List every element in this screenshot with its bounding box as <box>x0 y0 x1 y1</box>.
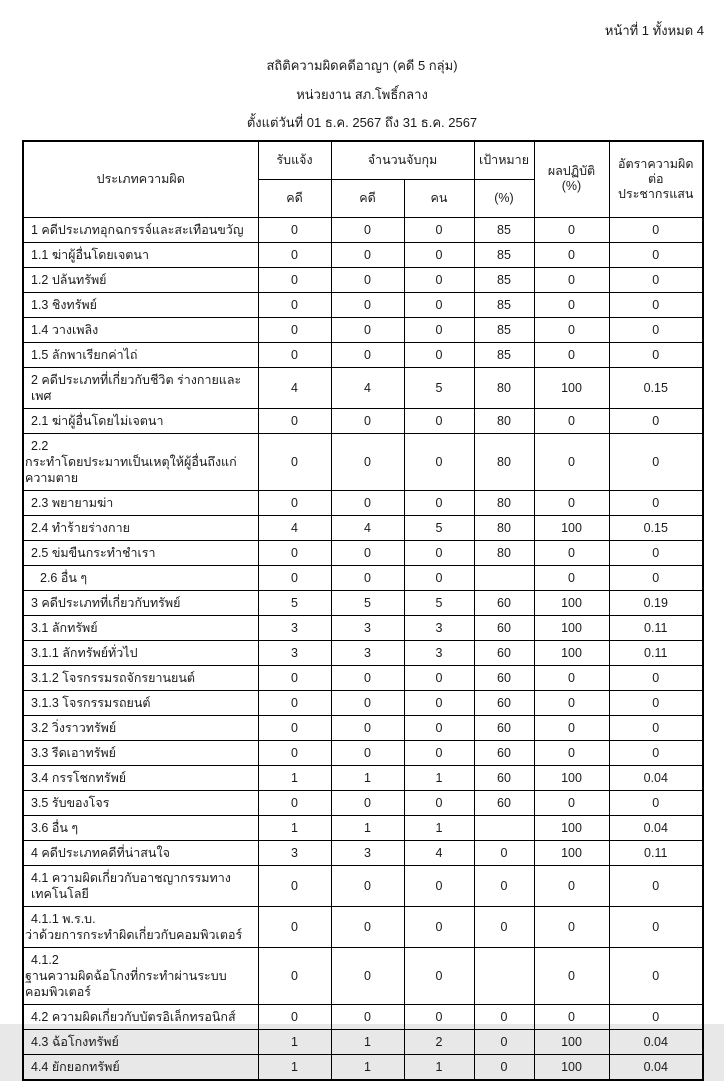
value-cell: 0 <box>534 242 609 267</box>
value-cell: 80 <box>474 367 534 408</box>
table-row <box>23 433 703 490</box>
value-cell: 0 <box>404 865 474 906</box>
page-number: หน้าที่ 1 ทั้งหมด 4 <box>604 23 704 38</box>
value-cell: 0 <box>258 690 331 715</box>
offense-label-cell <box>23 790 258 815</box>
value-cell: 100 <box>534 640 609 665</box>
offense-label-cell <box>23 865 258 906</box>
offense-label-cell <box>23 665 258 690</box>
value-cell: 0 <box>534 408 609 433</box>
value-cell: 0 <box>258 906 331 947</box>
col-header-rate <box>609 141 703 217</box>
offense-label-text: 2.6 อื่น ๆ <box>40 570 88 585</box>
value-cell: 0 <box>404 906 474 947</box>
table-header <box>23 141 703 217</box>
value-cell: 0 <box>534 267 609 292</box>
value-cell: 85 <box>474 292 534 317</box>
value-cell: 0 <box>534 540 609 565</box>
offense-label-text-line2: กระทำโดยประมาทเป็นเหตุให้ผู้อื่นถึงแก่ความตาย <box>25 454 237 485</box>
offense-label-cell <box>23 615 258 640</box>
col-subheader-arrest-cases: คดี <box>331 179 404 217</box>
value-cell: 4 <box>258 367 331 408</box>
value-cell: 0 <box>331 242 404 267</box>
value-cell: 3 <box>331 615 404 640</box>
value-cell: 0 <box>609 740 703 765</box>
offense-label-cell <box>23 540 258 565</box>
value-cell: 80 <box>474 408 534 433</box>
value-cell: 0 <box>474 1029 534 1054</box>
value-cell: 5 <box>404 590 474 615</box>
offense-label-text: 4.2 ความผิดเกี่ยวกับบัตรอิเล็กทรอนิกส์ <box>31 1009 236 1024</box>
document-date-range: ตั้งแต่วันที่ 01 ธ.ค. 2567 ถึง 31 ธ.ค. 2567 <box>246 115 478 130</box>
table-row <box>23 367 703 408</box>
value-cell: 0 <box>331 540 404 565</box>
table-row <box>23 715 703 740</box>
offense-label-cell <box>23 1054 258 1080</box>
value-cell: 0 <box>609 267 703 292</box>
offense-label-cell <box>23 640 258 665</box>
value-cell: 100 <box>534 765 609 790</box>
table-row <box>23 1054 703 1080</box>
offense-label-text: 3.1 ลักทรัพย์ <box>31 620 98 635</box>
offense-label-cell <box>23 1029 258 1054</box>
value-cell: 100 <box>534 1029 609 1054</box>
table-row <box>23 490 703 515</box>
value-cell: 0 <box>258 665 331 690</box>
value-cell: 0 <box>609 1004 703 1029</box>
table-row <box>23 292 703 317</box>
value-cell: 80 <box>474 515 534 540</box>
value-cell: 0 <box>404 408 474 433</box>
value-cell: 0 <box>258 740 331 765</box>
table-row <box>23 242 703 267</box>
value-cell: 0 <box>331 665 404 690</box>
value-cell: 85 <box>474 317 534 342</box>
value-cell: 0 <box>258 242 331 267</box>
offense-label-cell <box>23 317 258 342</box>
value-cell: 0 <box>534 433 609 490</box>
value-cell: 0 <box>331 1004 404 1029</box>
value-cell: 0 <box>609 317 703 342</box>
value-cell: 0 <box>404 267 474 292</box>
table-row <box>23 740 703 765</box>
value-cell: 0 <box>534 865 609 906</box>
value-cell: 0 <box>331 740 404 765</box>
value-cell: 0 <box>331 292 404 317</box>
value-cell: 0 <box>609 906 703 947</box>
value-cell: 5 <box>258 590 331 615</box>
offense-label-text: 1.1 ฆ่าผู้อื่นโดยเจตนา <box>31 247 149 262</box>
value-cell: 60 <box>474 615 534 640</box>
value-cell: 100 <box>534 815 609 840</box>
table-row <box>23 790 703 815</box>
value-cell: 1 <box>258 1029 331 1054</box>
value-cell: 100 <box>534 840 609 865</box>
table-row <box>23 640 703 665</box>
value-cell: 0 <box>534 565 609 590</box>
value-cell: 0 <box>258 790 331 815</box>
value-cell: 0 <box>404 1004 474 1029</box>
value-cell: 0 <box>609 865 703 906</box>
value-cell: 0 <box>609 565 703 590</box>
table-row <box>23 267 703 292</box>
value-cell: 60 <box>474 765 534 790</box>
value-cell: 0 <box>404 292 474 317</box>
value-cell: 0 <box>258 565 331 590</box>
offense-label-text: 3.4 กรรโชกทรัพย์ <box>31 770 127 785</box>
value-cell: 3 <box>331 640 404 665</box>
header-row-1 <box>23 141 703 179</box>
value-cell: 4 <box>331 515 404 540</box>
value-cell: 0 <box>534 292 609 317</box>
value-cell: 0 <box>331 408 404 433</box>
value-cell: 0 <box>331 433 404 490</box>
value-cell: 4 <box>331 367 404 408</box>
value-cell: 0 <box>258 540 331 565</box>
value-cell: 0.15 <box>609 367 703 408</box>
offense-label-cell <box>23 590 258 615</box>
value-cell: 0.19 <box>609 590 703 615</box>
value-cell: 0 <box>609 217 703 242</box>
value-cell: 0 <box>534 665 609 690</box>
value-cell: 0 <box>258 408 331 433</box>
value-cell: 0 <box>404 490 474 515</box>
col-header-rate-line2: ประชากรแสน <box>618 186 694 201</box>
offense-label-cell <box>23 690 258 715</box>
table-row <box>23 690 703 715</box>
value-cell: 0 <box>474 906 534 947</box>
value-cell <box>474 815 534 840</box>
col-header-rate-line1: อัตราความผิดต่อ <box>618 156 694 186</box>
offense-label-text: 3.1.1 ลักทรัพย์ทั่วไป <box>31 645 138 660</box>
value-cell: 0 <box>609 342 703 367</box>
col-header-performance: ผลปฏิบัติ (%) <box>534 141 609 217</box>
value-cell: 0 <box>258 267 331 292</box>
value-cell: 1 <box>404 815 474 840</box>
offense-label-text: 3.5 รับของโจร <box>31 795 110 810</box>
value-cell <box>474 947 534 1004</box>
table-row <box>23 947 703 1004</box>
offense-label-cell <box>23 906 258 947</box>
value-cell: 0 <box>534 690 609 715</box>
offense-label-cell <box>23 217 258 242</box>
value-cell: 0 <box>404 342 474 367</box>
document-title: สถิติความผิดคดีอาญา (คดี 5 กลุ่ม) <box>266 58 458 73</box>
value-cell: 0 <box>609 665 703 690</box>
value-cell: 0 <box>404 665 474 690</box>
document-unit: หน่วยงาน สภ.โพธิ์กลาง <box>296 87 428 102</box>
value-cell: 0 <box>534 715 609 740</box>
offense-label-cell <box>23 947 258 1004</box>
value-cell: 60 <box>474 665 534 690</box>
col-header-offense-type: ประเภทความผิด <box>23 141 258 217</box>
value-cell: 0 <box>404 947 474 1004</box>
offense-label-text: 1.2 ปล้นทรัพย์ <box>31 272 107 287</box>
value-cell: 0 <box>404 433 474 490</box>
offense-label-text: 4.3 ฉ้อโกงทรัพย์ <box>31 1034 119 1049</box>
value-cell: 0 <box>258 947 331 1004</box>
value-cell: 60 <box>474 715 534 740</box>
value-cell: 0 <box>609 690 703 715</box>
value-cell: 0 <box>331 267 404 292</box>
offense-label-cell <box>23 840 258 865</box>
offense-statistics-table <box>22 140 704 1081</box>
offense-label-text: 4.1.2 <box>31 952 59 967</box>
value-cell: 0 <box>258 217 331 242</box>
value-cell: 0.04 <box>609 815 703 840</box>
col-subheader-reported-cases: คดี <box>258 179 331 217</box>
value-cell: 3 <box>404 615 474 640</box>
offense-label-text: 2.1 ฆ่าผู้อื่นโดยไม่เจตนา <box>31 413 164 428</box>
value-cell: 0 <box>404 317 474 342</box>
value-cell: 0 <box>331 906 404 947</box>
value-cell: 60 <box>474 690 534 715</box>
offense-label-cell <box>23 765 258 790</box>
offense-label-cell <box>23 408 258 433</box>
value-cell: 1 <box>258 1054 331 1080</box>
value-cell: 0 <box>404 790 474 815</box>
value-cell: 1 <box>258 765 331 790</box>
table-row <box>23 540 703 565</box>
offense-label-cell <box>23 367 258 408</box>
value-cell: 100 <box>534 590 609 615</box>
value-cell: 0 <box>534 342 609 367</box>
value-cell: 0 <box>331 317 404 342</box>
value-cell: 0 <box>609 540 703 565</box>
offense-label-cell <box>23 242 258 267</box>
offense-label-cell <box>23 433 258 490</box>
table-row <box>23 565 703 590</box>
offense-label-cell <box>23 490 258 515</box>
offense-label-text: 2.4 ทำร้ายร่างกาย <box>31 520 130 535</box>
value-cell: 0 <box>609 408 703 433</box>
value-cell: 0.11 <box>609 640 703 665</box>
table-row <box>23 217 703 242</box>
offense-label-text: 2 คดีประเภทที่เกี่ยวกับชีวิต ร่างกายและเพศ <box>31 372 242 403</box>
offense-table-body <box>23 217 703 1080</box>
value-cell: 100 <box>534 615 609 640</box>
value-cell: 100 <box>534 515 609 540</box>
value-cell: 0 <box>331 217 404 242</box>
value-cell: 3 <box>258 640 331 665</box>
value-cell: 0 <box>331 490 404 515</box>
value-cell: 85 <box>474 242 534 267</box>
col-subheader-arrest-persons: คน <box>404 179 474 217</box>
value-cell: 0 <box>534 490 609 515</box>
value-cell: 1 <box>404 765 474 790</box>
col-header-arrests: จำนวนจับกุม <box>331 141 474 179</box>
value-cell: 0 <box>404 540 474 565</box>
offense-label-text-line2: ฐานความผิดฉ้อโกงที่กระทำผ่านระบบคอมพิวเตอร์ <box>25 968 227 999</box>
table-row <box>23 665 703 690</box>
col-header-reported: รับแจ้ง <box>258 141 331 179</box>
value-cell: 0 <box>609 433 703 490</box>
value-cell: 3 <box>258 840 331 865</box>
value-cell: 0 <box>258 490 331 515</box>
value-cell: 0 <box>258 1004 331 1029</box>
value-cell: 0 <box>534 740 609 765</box>
value-cell: 0 <box>609 292 703 317</box>
offense-label-text: 3 คดีประเภทที่เกี่ยวกับทรัพย์ <box>31 595 181 610</box>
value-cell: 0 <box>404 690 474 715</box>
table-row <box>23 317 703 342</box>
offense-label-text: 4.4 ยักยอกทรัพย์ <box>31 1059 120 1074</box>
offense-label-cell <box>23 740 258 765</box>
offense-label-cell <box>23 342 258 367</box>
value-cell: 1 <box>331 1029 404 1054</box>
offense-label-text: 1.4 วางเพลิง <box>31 322 99 337</box>
value-cell: 80 <box>474 490 534 515</box>
value-cell: 60 <box>474 590 534 615</box>
value-cell: 0 <box>534 1004 609 1029</box>
table-row <box>23 815 703 840</box>
table-row <box>23 1029 703 1054</box>
value-cell: 0 <box>474 865 534 906</box>
offense-label-cell <box>23 1004 258 1029</box>
value-cell: 0 <box>609 490 703 515</box>
value-cell: 1 <box>258 815 331 840</box>
value-cell: 85 <box>474 217 534 242</box>
offense-label-cell <box>23 515 258 540</box>
value-cell: 0.11 <box>609 840 703 865</box>
value-cell: 0 <box>404 715 474 740</box>
value-cell: 4 <box>258 515 331 540</box>
value-cell: 0 <box>534 790 609 815</box>
value-cell: 60 <box>474 640 534 665</box>
offense-label-text: 4.1 ความผิดเกี่ยวกับอาชญากรรมทางเทคโนโลยี <box>31 870 231 901</box>
table-row <box>23 515 703 540</box>
value-cell: 3 <box>331 840 404 865</box>
offense-label-text: 3.1.3 โจรกรรมรถยนต์ <box>31 695 151 710</box>
value-cell: 60 <box>474 790 534 815</box>
value-cell: 0.04 <box>609 1029 703 1054</box>
value-cell: 0 <box>258 317 331 342</box>
value-cell: 0 <box>258 433 331 490</box>
value-cell: 0 <box>534 217 609 242</box>
value-cell: 0 <box>331 790 404 815</box>
value-cell: 100 <box>534 1054 609 1080</box>
offense-label-text: 3.1.2 โจรกรรมรถจักรยานยนต์ <box>31 670 196 685</box>
offense-label-text: 2.2 <box>31 438 49 453</box>
table-row <box>23 840 703 865</box>
offense-label-cell <box>23 267 258 292</box>
value-cell: 0 <box>404 217 474 242</box>
value-cell: 0 <box>534 947 609 1004</box>
value-cell: 5 <box>331 590 404 615</box>
value-cell: 0.04 <box>609 1054 703 1080</box>
value-cell: 0.15 <box>609 515 703 540</box>
offense-label-text: 3.2 วิ่งราวทรัพย์ <box>31 720 117 735</box>
value-cell: 0 <box>258 865 331 906</box>
table-row <box>23 615 703 640</box>
value-cell: 0 <box>331 715 404 740</box>
value-cell: 0 <box>331 342 404 367</box>
value-cell: 85 <box>474 342 534 367</box>
value-cell: 5 <box>404 367 474 408</box>
value-cell: 0 <box>534 317 609 342</box>
offense-label-text: 4 คดีประเภทคดีที่น่าสนใจ <box>31 845 170 860</box>
offense-label-text: 3.3 รีดเอาทรัพย์ <box>31 745 116 760</box>
value-cell: 0 <box>534 906 609 947</box>
value-cell: 0 <box>331 947 404 1004</box>
offense-label-cell <box>23 292 258 317</box>
value-cell: 0 <box>258 342 331 367</box>
table-row <box>23 765 703 790</box>
value-cell: 3 <box>258 615 331 640</box>
offense-label-text: 4.1.1 พ.ร.บ. <box>31 911 96 926</box>
offense-label-text: 3.6 อื่น ๆ <box>31 820 79 835</box>
table-row <box>23 1004 703 1029</box>
value-cell: 80 <box>474 433 534 490</box>
offense-label-text-line2: ว่าด้วยการกระทำผิดเกี่ยวกับคอมพิวเตอร์ <box>25 927 243 942</box>
col-header-target: เป้าหมาย <box>474 141 534 179</box>
value-cell: 0 <box>404 565 474 590</box>
offense-label-text: 2.3 พยายามฆ่า <box>31 495 114 510</box>
value-cell: 100 <box>534 367 609 408</box>
table-row <box>23 906 703 947</box>
value-cell: 4 <box>404 840 474 865</box>
value-cell: 1 <box>331 1054 404 1080</box>
offense-label-text: 2.5 ข่มขืนกระทำชำเรา <box>31 545 156 560</box>
value-cell: 0 <box>609 715 703 740</box>
value-cell: 0 <box>474 1054 534 1080</box>
offense-label-text: 1.5 ลักพาเรียกค่าไถ่ <box>31 347 138 362</box>
value-cell: 0 <box>609 242 703 267</box>
value-cell: 0 <box>474 840 534 865</box>
value-cell: 0.04 <box>609 765 703 790</box>
value-cell: 0 <box>331 565 404 590</box>
value-cell: 1 <box>331 765 404 790</box>
value-cell: 2 <box>404 1029 474 1054</box>
table-row <box>23 865 703 906</box>
value-cell: 5 <box>404 515 474 540</box>
value-cell: 0 <box>609 947 703 1004</box>
table-row <box>23 590 703 615</box>
value-cell: 0 <box>258 715 331 740</box>
table-row <box>23 408 703 433</box>
col-subheader-target-percent: (%) <box>474 179 534 217</box>
offense-label-text: 1.3 ชิงทรัพย์ <box>31 297 97 312</box>
offense-label-cell <box>23 715 258 740</box>
value-cell: 3 <box>404 640 474 665</box>
value-cell: 0 <box>331 690 404 715</box>
value-cell: 0 <box>258 292 331 317</box>
value-cell: 0 <box>609 790 703 815</box>
value-cell <box>474 565 534 590</box>
value-cell: 0 <box>404 740 474 765</box>
value-cell: 85 <box>474 267 534 292</box>
value-cell: 0 <box>331 865 404 906</box>
value-cell: 80 <box>474 540 534 565</box>
offense-label-text: 1 คดีประเภทอุกฉกรรจ์และสะเทือนขวัญ <box>31 222 244 237</box>
value-cell: 60 <box>474 740 534 765</box>
value-cell: 0 <box>474 1004 534 1029</box>
value-cell: 1 <box>331 815 404 840</box>
offense-label-cell <box>23 565 258 590</box>
table-row <box>23 342 703 367</box>
offense-label-cell <box>23 815 258 840</box>
value-cell: 0 <box>404 242 474 267</box>
value-cell: 1 <box>404 1054 474 1080</box>
value-cell: 0.11 <box>609 615 703 640</box>
